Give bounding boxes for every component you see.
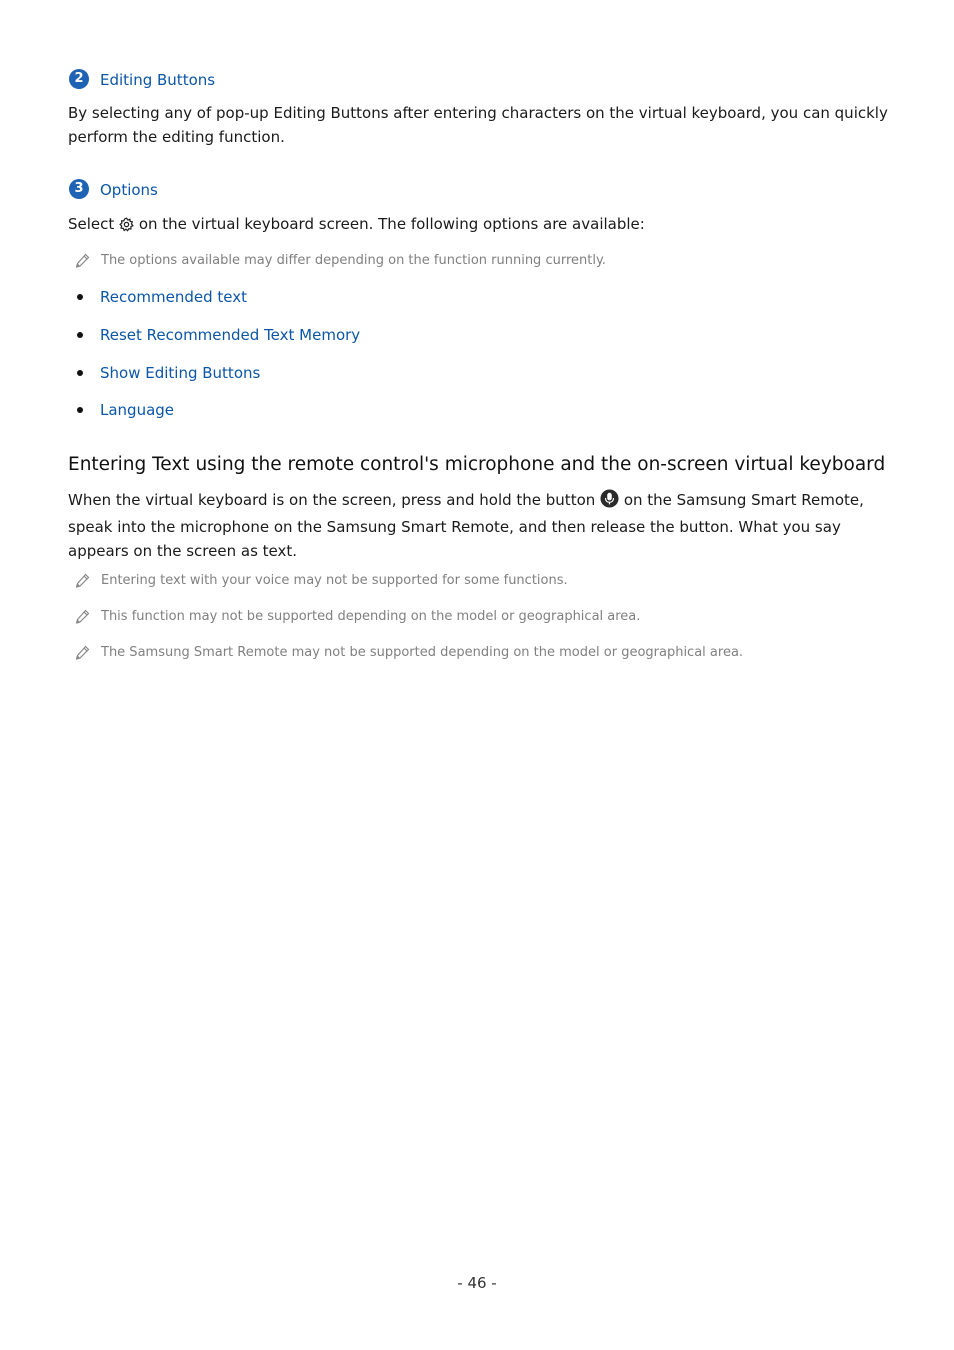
page-number: - 46 - (457, 1274, 497, 1292)
note-text: Entering text with your voice may not be supported for some functions. (101, 573, 568, 588)
options-intro-before: Select (68, 215, 115, 233)
section-title-editing-buttons: Editing Buttons (100, 71, 216, 89)
option-label[interactable]: Recommended text (100, 288, 248, 306)
options-intro (68, 212, 893, 239)
gear-icon (119, 215, 134, 239)
microphone-icon (600, 489, 619, 515)
option-label[interactable]: Language (100, 401, 175, 419)
option-label[interactable]: Reset Recommended Text Memory (100, 326, 361, 344)
pencil-note-icon (74, 609, 90, 625)
voice-input-heading: Entering Text using the remote control's microphone and the on-screen virtual keyboard (68, 454, 886, 475)
bullet-dot (77, 332, 83, 338)
pencil-note-icon (74, 253, 90, 269)
pencil-note-icon (74, 573, 90, 589)
section-title-options: Options (100, 181, 158, 199)
section-number-badge: 3 (69, 179, 89, 199)
section-number-badge: 2 (69, 69, 89, 89)
pencil-note-icon (74, 645, 90, 661)
bullet-dot (77, 370, 83, 376)
editing-buttons-description: By selecting any of pop-up Editing Buttons after entering characters on the virtual keyboard, you can quickly perform the editing function. (68, 104, 888, 146)
bullet-dot (77, 294, 83, 300)
note-text: The options available may differ depending on the function running currently. (101, 253, 606, 268)
voice-description-after: on the Samsung Smart Remote, speak into the microphone on the Samsung Smart Remote, and then release the button. What you say appears on the screen as text. (68, 491, 864, 560)
note-text: This function may not be supported depending on the model or geographical area. (101, 609, 641, 624)
option-label[interactable]: Show Editing Buttons (100, 364, 261, 382)
voice-description-before: When the virtual keyboard is on the screen, press and hold the button (68, 491, 596, 509)
bullet-dot (77, 407, 83, 413)
note-text: The Samsung Smart Remote may not be supported depending on the model or geographical area. (101, 645, 744, 660)
options-intro-after: on the virtual keyboard screen. The following options are available: (138, 215, 645, 233)
voice-input-description (68, 488, 893, 563)
